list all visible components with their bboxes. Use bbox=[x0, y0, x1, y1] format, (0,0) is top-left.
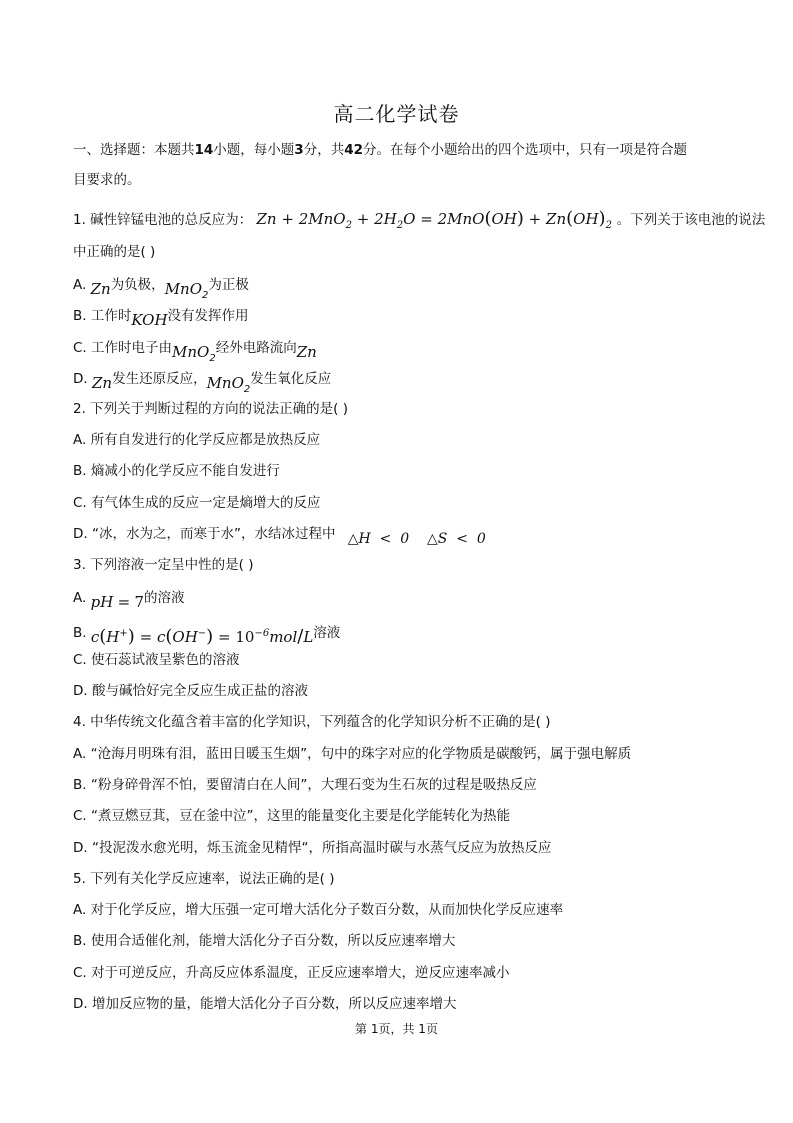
points-each: 3 bbox=[294, 142, 304, 158]
instr-text: 分，共 bbox=[303, 142, 345, 158]
q4-option-c[interactable]: C. “煮豆燃豆萁，豆在釜中泣”，这里的能量变化主要是化学能转化为热能 bbox=[73, 808, 510, 824]
question-4-stem: 4. 中华传统文化蕴含着丰富的化学知识，下列蕴含的化学知识分析不正确的是( ) bbox=[73, 714, 551, 730]
question-2-stem: 2. 下列关于判断过程的方向的说法正确的是( ) bbox=[73, 401, 348, 417]
question-1-stem bbox=[73, 210, 765, 235]
q2-option-d[interactable]: D. “冰，水为之，而寒于水”，水结冰过程中 △H < 0 △S < 0 bbox=[73, 526, 486, 547]
q1-stem-text: 1. 碱性锌锰电池的总反应为： bbox=[73, 212, 253, 228]
q1-option-d[interactable]: D. Zn发生还原反应，MnO$_2$发生氧化反应 bbox=[73, 371, 332, 395]
section-instructions bbox=[73, 141, 687, 159]
q3-option-d[interactable]: D. 酸与碱恰好完全反应生成正盐的溶液 bbox=[73, 683, 308, 699]
q1-equation: $Zn + 2MnO_2 + 2H_2O = 2MnO(OH) + Zn(OH)_2$ bbox=[256, 208, 612, 231]
q1-option-c[interactable]: C. 工作时电子由MnO$_2$经外电路流向Zn bbox=[73, 340, 317, 364]
q4-option-d[interactable]: D. “投泥泼水愈光明，烁玉流金见精悍“，所指高温时碳与水蒸气反应为放热反应 bbox=[73, 840, 552, 856]
instr-text: 分。在每个小题给出的四个选项中，只有一项是符合题 bbox=[363, 142, 687, 158]
q3-option-c[interactable]: C. 使石蕊试液呈紫色的溶液 bbox=[73, 652, 240, 668]
q2-option-a[interactable]: A. 所有自发进行的化学反应都是放热反应 bbox=[73, 432, 321, 448]
q5-option-a[interactable]: A. 对于化学反应，增大压强一定可增大活化分子数百分数，从而加快化学反应速率 bbox=[73, 902, 564, 918]
points-total: 42 bbox=[344, 142, 363, 158]
q1-option-a[interactable]: A. Zn为负极，MnO$_2$为正极 bbox=[73, 277, 249, 301]
instr-text: 一、选择题：本题共 bbox=[73, 142, 195, 158]
q3-option-b[interactable]: B. $c(H^+) = c(OH^-) = 10^{-6}mol/L$溶液 bbox=[73, 625, 341, 647]
q3-option-a[interactable]: A. pH = 7的溶液 bbox=[73, 590, 185, 611]
q2-option-c[interactable]: C. 有气体生成的反应一定是熵增大的反应 bbox=[73, 495, 321, 511]
question-count: 14 bbox=[194, 142, 214, 158]
question-3-stem: 3. 下列溶液一定呈中性的是( ) bbox=[73, 557, 254, 573]
q4-option-a[interactable]: A. “沧海月明珠有泪，蓝田日暖玉生烟”，句中的珠字对应的化学物质是碳酸钙，属于强电解质 bbox=[73, 746, 632, 762]
q1-stem-text: 。下列关于该电池的说法 bbox=[616, 212, 766, 228]
question-1-stem-line2: 中正确的是( ) bbox=[73, 244, 156, 260]
page-title: 高二化学试卷 bbox=[333, 102, 460, 126]
q3-b-math: $c(H^+) = c(OH^-) = 10^{-6}mol/L$ bbox=[90, 626, 314, 647]
q5-option-d[interactable]: D. 增加反应物的量，能增大活化分子百分数，所以反应速率增大 bbox=[73, 996, 457, 1012]
section-instructions-line2: 目要求的。 bbox=[73, 172, 141, 188]
q4-option-b[interactable]: B. “粉身碎骨浑不怕，要留清白在人间”，大理石变为生石灰的过程是吸热反应 bbox=[73, 777, 537, 793]
q5-option-b[interactable]: B. 使用合适催化剂，能增大活化分子百分数，所以反应速率增大 bbox=[73, 933, 456, 949]
q2-d-math: △H < 0 △S < 0 bbox=[347, 531, 486, 547]
instr-text: 小题，每小题 bbox=[213, 142, 295, 158]
q2-option-b[interactable]: B. 熵减小的化学反应不能自发进行 bbox=[73, 463, 280, 479]
page-footer: 第 1页，共 1页 bbox=[355, 1022, 438, 1036]
question-5-stem: 5. 下列有关化学反应速率，说法正确的是( ) bbox=[73, 871, 335, 887]
q5-option-c[interactable]: C. 对于可逆反应，升高反应体系温度，正反应速率增大，逆反应速率减小 bbox=[73, 965, 510, 981]
q1-option-b[interactable]: B. 工作时KOH没有发挥作用 bbox=[73, 308, 249, 329]
